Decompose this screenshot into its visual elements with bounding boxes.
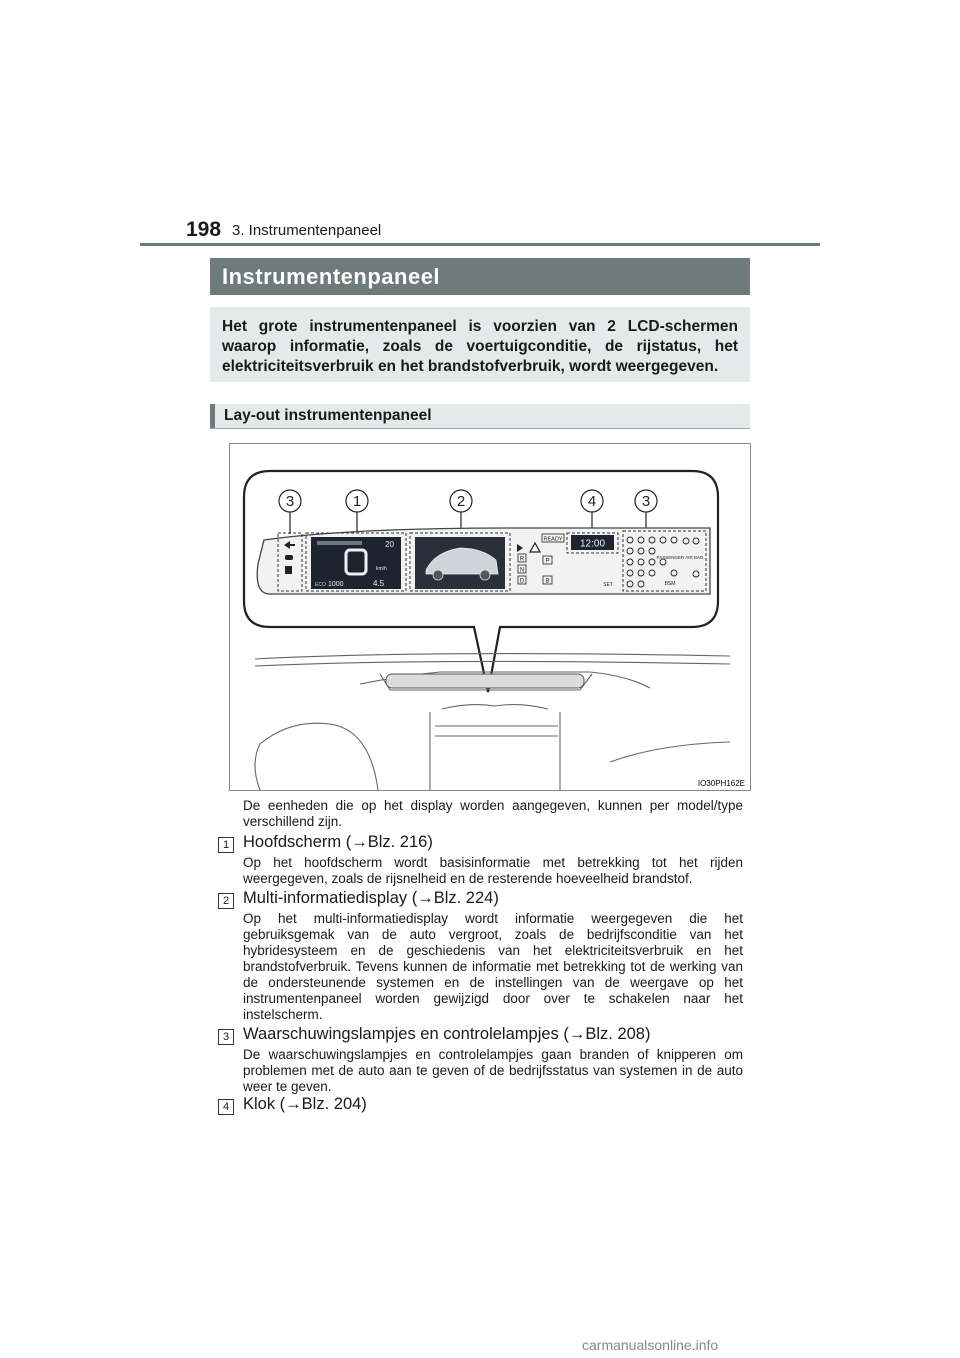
item-title: Multi-informatiedisplay (→Blz. 224) [243,889,499,907]
callout-number: 1 [352,493,362,510]
item-number: 1 [218,837,234,853]
section-title: Instrumentenpaneel [222,264,441,289]
passenger-airbag-label: PASSENGER AIR BAG [656,555,704,560]
item-title: Klok (→Blz. 204) [243,1095,367,1113]
display-housing [386,674,584,688]
subheading: Lay-out instrumentenpaneel [224,407,432,424]
car-wheel-icon [433,570,443,580]
section-title-bar [210,258,750,295]
odometer-value: 1000 [328,581,344,588]
item-text: Op het multi-informatiedisplay wordt informatie weergegeven die het gebruiksgemak van de auto vergroot, zoals de bedrijfsconditie van het hybridesysteem en de geschiedenis van het elektriciteitsverbruik en het brandstofverbruik. Tevens kunnen de informatie met betrekking tot de werking van de ondersteunende systemen en de instellingen van de weergave op het instrumentenpaneel worden gewijzigd door over te schakelen naar het instelscherm. [243,911,743,1022]
callout-number: 4 [587,493,597,510]
item-title: Hoofdscherm (→Blz. 216) [243,833,433,851]
chapter-title: 3. Instrumentenpaneel [232,222,382,239]
item-number: 3 [218,1029,234,1045]
watermark: carmanualsonline.info [582,1337,719,1353]
page-number: 198 [186,218,222,241]
subheading-accent [210,404,215,428]
intro-box [210,307,750,382]
ready-label: READY [543,536,563,543]
intro-text: Het grote instrumentenpaneel is voorzien van 2 LCD-schermen waarop informatie, zoals de voertuigconditie, de rijstatus, het elektriciteitsverbruik en het brandstofverbruik, wordt weergegeven. [222,318,738,375]
set-label: SET [603,582,613,588]
header-rule [140,243,820,246]
callout-number: 3 [641,493,651,510]
item-number: 2 [218,893,234,909]
subheading-rule [210,428,750,429]
subheading-bar [210,404,750,428]
clock-time: 12:00 [579,538,606,550]
item-text: Op het hoofdscherm wordt basisinformatie met betrekking tot het rijden weergegeven, zoals de rijsnelheid en de resterende hoeveelheid brandstof. [243,855,743,886]
callout-number: 3 [285,493,295,510]
item-title: Waarschuwingslampjes en controlelampjes (→Blz. 208) [243,1025,651,1043]
brake-indicator: B [545,578,550,585]
item-number: 4 [218,1099,234,1115]
units-note: De eenheden die op het display worden aangegeven, kunnen per model/type verschillend zijn. [243,798,743,829]
gear-r: R [519,556,525,563]
fuel-pump-icon [285,566,292,574]
eco-label: ECO [315,582,326,588]
car-wheel-icon [480,570,490,580]
speed-unit: km/h [376,566,387,572]
range-value: 20 [385,540,394,549]
average-consumption: 4.5 [373,579,385,588]
instrument-panel-illustration [230,444,750,790]
hybrid-indicator-bar [317,541,362,545]
figure-code: IO30PH162E [697,779,745,788]
bsm-label: BSM [664,581,676,587]
item-text: De waarschuwingslampjes en controlelampjes gaan branden of knipperen om problemen met de auto aan te geven of de bedrijfsstatus van systemen in de auto weer te geven. [243,1047,743,1094]
gear-d: D [519,578,525,585]
instrument-panel-figure [229,443,751,791]
gear-n: N [519,567,525,574]
park-indicator: P [545,558,550,565]
callout-number: 2 [456,493,466,510]
headlight-icon [285,555,293,560]
